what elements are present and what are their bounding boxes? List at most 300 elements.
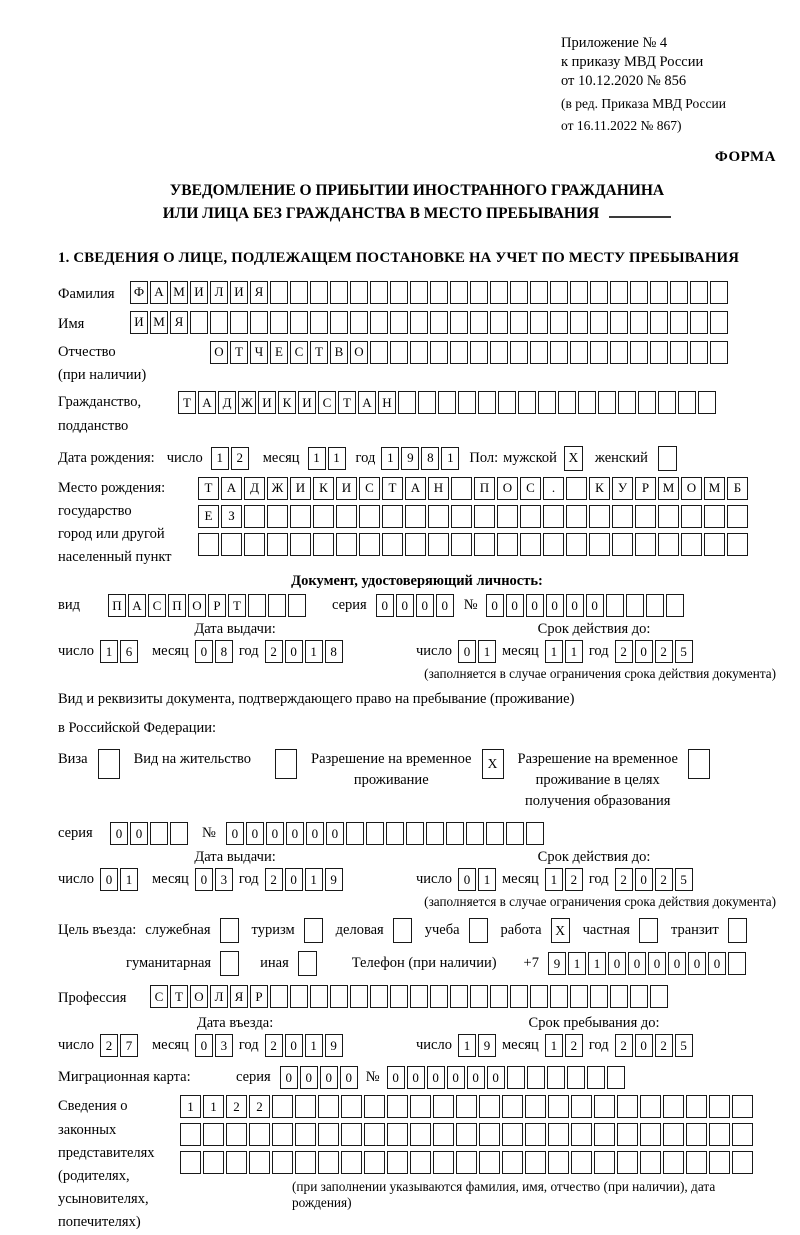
char-cell[interactable]	[594, 1123, 615, 1146]
entry-month-cells[interactable]	[195, 1034, 233, 1057]
char-cell[interactable]	[330, 311, 348, 334]
char-cell[interactable]	[658, 391, 676, 414]
char-cell[interactable]: Я	[230, 985, 248, 1008]
char-cell[interactable]	[594, 1095, 615, 1118]
char-cell[interactable]	[366, 822, 384, 845]
char-cell[interactable]: 0	[526, 594, 544, 617]
char-cell[interactable]: Е	[270, 341, 288, 364]
char-cell[interactable]: Т	[198, 477, 219, 500]
char-cell[interactable]	[295, 1123, 316, 1146]
char-cell[interactable]: 1	[100, 640, 118, 663]
char-cell[interactable]	[474, 505, 495, 528]
char-cell[interactable]	[382, 533, 403, 556]
char-cell[interactable]	[630, 311, 648, 334]
char-cell[interactable]	[670, 311, 688, 334]
char-cell[interactable]: 1	[381, 447, 399, 470]
char-cell[interactable]	[638, 391, 656, 414]
char-cell[interactable]	[727, 533, 748, 556]
char-cell[interactable]: 0	[300, 1066, 318, 1089]
migration-series-cells[interactable]	[280, 1066, 358, 1089]
char-cell[interactable]	[543, 533, 564, 556]
char-cell[interactable]: 0	[286, 822, 304, 845]
char-cell[interactable]	[410, 281, 428, 304]
char-cell[interactable]	[589, 533, 610, 556]
char-cell[interactable]	[646, 594, 664, 617]
char-cell[interactable]	[313, 533, 334, 556]
char-cell[interactable]	[704, 533, 725, 556]
char-cell[interactable]: В	[330, 341, 348, 364]
char-cell[interactable]: О	[190, 985, 208, 1008]
char-cell[interactable]: 2	[265, 1034, 283, 1057]
char-cell[interactable]	[272, 1123, 293, 1146]
char-cell[interactable]: 0	[635, 640, 653, 663]
char-cell[interactable]	[244, 533, 265, 556]
char-cell[interactable]: 0	[130, 822, 148, 845]
char-cell[interactable]	[451, 477, 472, 500]
representatives-cells-row1[interactable]	[180, 1095, 776, 1118]
char-cell[interactable]	[589, 505, 610, 528]
char-cell[interactable]	[310, 985, 328, 1008]
char-cell[interactable]	[530, 341, 548, 364]
char-cell[interactable]: Т	[382, 477, 403, 500]
char-cell[interactable]: 0	[195, 640, 213, 663]
char-cell[interactable]	[590, 985, 608, 1008]
char-cell[interactable]	[430, 985, 448, 1008]
char-cell[interactable]	[478, 391, 496, 414]
char-cell[interactable]	[387, 1151, 408, 1174]
char-cell[interactable]	[570, 281, 588, 304]
char-cell[interactable]	[430, 311, 448, 334]
char-cell[interactable]	[479, 1123, 500, 1146]
char-cell[interactable]: П	[474, 477, 495, 500]
char-cell[interactable]	[650, 281, 668, 304]
char-cell[interactable]	[364, 1151, 385, 1174]
char-cell[interactable]: 1	[203, 1095, 224, 1118]
char-cell[interactable]: 1	[305, 1034, 323, 1057]
char-cell[interactable]	[732, 1123, 753, 1146]
char-cell[interactable]: .	[543, 477, 564, 500]
char-cell[interactable]	[610, 281, 628, 304]
char-cell[interactable]	[709, 1123, 730, 1146]
char-cell[interactable]	[567, 1066, 585, 1089]
char-cell[interactable]	[426, 822, 444, 845]
char-cell[interactable]	[418, 391, 436, 414]
char-cell[interactable]	[548, 1151, 569, 1174]
char-cell[interactable]: Т	[310, 341, 328, 364]
char-cell[interactable]	[550, 311, 568, 334]
char-cell[interactable]: 1	[328, 447, 346, 470]
char-cell[interactable]	[295, 1095, 316, 1118]
char-cell[interactable]: П	[168, 594, 186, 617]
char-cell[interactable]	[370, 311, 388, 334]
char-cell[interactable]	[570, 311, 588, 334]
checkbox-commercial[interactable]	[393, 918, 412, 943]
char-cell[interactable]	[520, 505, 541, 528]
char-cell[interactable]: 1	[568, 952, 586, 975]
char-cell[interactable]	[490, 311, 508, 334]
char-cell[interactable]: 2	[655, 868, 673, 891]
char-cell[interactable]: 5	[675, 1034, 693, 1057]
char-cell[interactable]	[370, 341, 388, 364]
char-cell[interactable]	[640, 1095, 661, 1118]
char-cell[interactable]	[587, 1066, 605, 1089]
doc-kind-cells[interactable]	[108, 594, 306, 617]
valid-day-cells[interactable]	[458, 868, 496, 891]
char-cell[interactable]: Т	[230, 341, 248, 364]
char-cell[interactable]: 0	[668, 952, 686, 975]
char-cell[interactable]	[510, 311, 528, 334]
checkbox-private[interactable]	[639, 918, 658, 943]
temp-residence-checkbox[interactable]: X	[482, 749, 504, 779]
char-cell[interactable]	[470, 311, 488, 334]
valid-month-cells[interactable]	[545, 868, 583, 891]
checkbox-work[interactable]: X	[551, 918, 570, 943]
residence-permit-checkbox[interactable]	[275, 749, 297, 779]
char-cell[interactable]: И	[190, 281, 208, 304]
char-cell[interactable]: 0	[246, 822, 264, 845]
char-cell[interactable]: С	[520, 477, 541, 500]
char-cell[interactable]	[318, 1123, 339, 1146]
char-cell[interactable]: 0	[407, 1066, 425, 1089]
char-cell[interactable]: 2	[655, 640, 673, 663]
char-cell[interactable]: Т	[228, 594, 246, 617]
char-cell[interactable]	[248, 594, 266, 617]
char-cell[interactable]: И	[130, 311, 148, 334]
char-cell[interactable]: И	[230, 281, 248, 304]
checkbox-transit[interactable]	[728, 918, 747, 943]
char-cell[interactable]: 7	[120, 1034, 138, 1057]
stay-day-cells[interactable]	[458, 1034, 496, 1057]
char-cell[interactable]: 1	[545, 868, 563, 891]
char-cell[interactable]: П	[108, 594, 126, 617]
char-cell[interactable]	[410, 341, 428, 364]
birthplace-cells-row1[interactable]	[198, 477, 748, 500]
char-cell[interactable]: С	[148, 594, 166, 617]
char-cell[interactable]	[630, 281, 648, 304]
char-cell[interactable]	[370, 985, 388, 1008]
char-cell[interactable]	[490, 985, 508, 1008]
char-cell[interactable]: А	[358, 391, 376, 414]
char-cell[interactable]	[390, 985, 408, 1008]
char-cell[interactable]: 0	[586, 594, 604, 617]
char-cell[interactable]	[180, 1151, 201, 1174]
char-cell[interactable]	[727, 505, 748, 528]
char-cell[interactable]: И	[290, 477, 311, 500]
char-cell[interactable]: Ж	[267, 477, 288, 500]
doc-number-cells[interactable]	[486, 594, 684, 617]
char-cell[interactable]	[658, 533, 679, 556]
char-cell[interactable]	[635, 533, 656, 556]
char-cell[interactable]: 0	[648, 952, 666, 975]
char-cell[interactable]: 9	[325, 868, 343, 891]
char-cell[interactable]: 1	[305, 640, 323, 663]
char-cell[interactable]	[612, 505, 633, 528]
char-cell[interactable]: 0	[628, 952, 646, 975]
char-cell[interactable]	[270, 281, 288, 304]
name-cells[interactable]	[130, 311, 728, 334]
char-cell[interactable]	[502, 1095, 523, 1118]
char-cell[interactable]: С	[318, 391, 336, 414]
char-cell[interactable]	[610, 341, 628, 364]
char-cell[interactable]: А	[221, 477, 242, 500]
char-cell[interactable]	[350, 281, 368, 304]
char-cell[interactable]	[458, 391, 476, 414]
char-cell[interactable]	[330, 985, 348, 1008]
char-cell[interactable]	[506, 822, 524, 845]
char-cell[interactable]: 9	[478, 1034, 496, 1057]
char-cell[interactable]: Н	[428, 477, 449, 500]
char-cell[interactable]	[709, 1151, 730, 1174]
char-cell[interactable]	[732, 1151, 753, 1174]
char-cell[interactable]: 1	[478, 868, 496, 891]
char-cell[interactable]: Т	[170, 985, 188, 1008]
char-cell[interactable]	[290, 533, 311, 556]
char-cell[interactable]	[410, 985, 428, 1008]
char-cell[interactable]	[450, 985, 468, 1008]
char-cell[interactable]: А	[128, 594, 146, 617]
char-cell[interactable]	[190, 311, 208, 334]
char-cell[interactable]: 0	[458, 868, 476, 891]
char-cell[interactable]	[635, 505, 656, 528]
char-cell[interactable]: 0	[487, 1066, 505, 1089]
char-cell[interactable]: Е	[198, 505, 219, 528]
char-cell[interactable]: 1	[545, 1034, 563, 1057]
char-cell[interactable]	[566, 477, 587, 500]
stay-year-cells[interactable]	[615, 1034, 693, 1057]
char-cell[interactable]: Т	[338, 391, 356, 414]
char-cell[interactable]	[640, 1123, 661, 1146]
char-cell[interactable]: О	[210, 341, 228, 364]
entry-year-cells[interactable]	[265, 1034, 343, 1057]
char-cell[interactable]	[386, 822, 404, 845]
issue-month-cells[interactable]	[195, 868, 233, 891]
char-cell[interactable]	[590, 311, 608, 334]
char-cell[interactable]	[497, 505, 518, 528]
char-cell[interactable]	[686, 1095, 707, 1118]
char-cell[interactable]: А	[405, 477, 426, 500]
char-cell[interactable]: 0	[110, 822, 128, 845]
char-cell[interactable]	[410, 311, 428, 334]
char-cell[interactable]: Л	[210, 281, 228, 304]
char-cell[interactable]	[550, 341, 568, 364]
char-cell[interactable]	[364, 1123, 385, 1146]
char-cell[interactable]: 1	[308, 447, 326, 470]
char-cell[interactable]: З	[221, 505, 242, 528]
char-cell[interactable]	[678, 391, 696, 414]
char-cell[interactable]	[272, 1151, 293, 1174]
char-cell[interactable]	[490, 281, 508, 304]
char-cell[interactable]: 0	[226, 822, 244, 845]
char-cell[interactable]	[698, 391, 716, 414]
char-cell[interactable]	[498, 391, 516, 414]
char-cell[interactable]: 2	[249, 1095, 270, 1118]
char-cell[interactable]	[249, 1123, 270, 1146]
char-cell[interactable]	[658, 505, 679, 528]
char-cell[interactable]	[547, 1066, 565, 1089]
char-cell[interactable]	[203, 1123, 224, 1146]
char-cell[interactable]	[270, 311, 288, 334]
char-cell[interactable]: 2	[265, 640, 283, 663]
migration-number-cells[interactable]	[387, 1066, 625, 1089]
char-cell[interactable]	[433, 1123, 454, 1146]
char-cell[interactable]: 9	[548, 952, 566, 975]
citizenship-cells[interactable]	[178, 391, 716, 414]
char-cell[interactable]	[290, 985, 308, 1008]
char-cell[interactable]: 1	[478, 640, 496, 663]
char-cell[interactable]: 1	[211, 447, 229, 470]
char-cell[interactable]	[370, 281, 388, 304]
char-cell[interactable]: Т	[178, 391, 196, 414]
phone-cells[interactable]	[548, 952, 746, 975]
surname-cells[interactable]	[130, 281, 728, 304]
char-cell[interactable]: 2	[100, 1034, 118, 1057]
char-cell[interactable]	[313, 505, 334, 528]
char-cell[interactable]: 0	[467, 1066, 485, 1089]
char-cell[interactable]: 3	[215, 868, 233, 891]
char-cell[interactable]	[479, 1151, 500, 1174]
char-cell[interactable]: 9	[401, 447, 419, 470]
char-cell[interactable]: 2	[265, 868, 283, 891]
gender-female-checkbox[interactable]	[658, 446, 677, 471]
char-cell[interactable]: 2	[565, 868, 583, 891]
char-cell[interactable]: 0	[100, 868, 118, 891]
char-cell[interactable]	[359, 533, 380, 556]
char-cell[interactable]	[341, 1123, 362, 1146]
char-cell[interactable]: 0	[320, 1066, 338, 1089]
valid-day-cells[interactable]	[458, 640, 496, 663]
char-cell[interactable]	[690, 341, 708, 364]
char-cell[interactable]: О	[188, 594, 206, 617]
char-cell[interactable]	[558, 391, 576, 414]
char-cell[interactable]	[268, 594, 286, 617]
char-cell[interactable]	[290, 311, 308, 334]
char-cell[interactable]	[250, 311, 268, 334]
char-cell[interactable]	[630, 985, 648, 1008]
char-cell[interactable]	[330, 281, 348, 304]
char-cell[interactable]: 0	[376, 594, 394, 617]
char-cell[interactable]	[267, 533, 288, 556]
char-cell[interactable]	[626, 594, 644, 617]
char-cell[interactable]	[198, 533, 219, 556]
char-cell[interactable]: 0	[416, 594, 434, 617]
char-cell[interactable]	[433, 1095, 454, 1118]
char-cell[interactable]: 5	[675, 868, 693, 891]
residence-number-cells[interactable]	[226, 822, 544, 845]
char-cell[interactable]	[663, 1095, 684, 1118]
birth-year-cells[interactable]	[381, 447, 459, 470]
char-cell[interactable]	[606, 594, 624, 617]
char-cell[interactable]	[594, 1151, 615, 1174]
char-cell[interactable]: К	[278, 391, 296, 414]
char-cell[interactable]	[318, 1151, 339, 1174]
char-cell[interactable]: У	[612, 477, 633, 500]
char-cell[interactable]	[451, 505, 472, 528]
profession-cells[interactable]	[150, 985, 668, 1008]
char-cell[interactable]: М	[658, 477, 679, 500]
char-cell[interactable]: 0	[195, 1034, 213, 1057]
char-cell[interactable]	[406, 822, 424, 845]
char-cell[interactable]	[456, 1095, 477, 1118]
char-cell[interactable]: 0	[635, 1034, 653, 1057]
char-cell[interactable]	[398, 391, 416, 414]
char-cell[interactable]	[543, 505, 564, 528]
char-cell[interactable]	[290, 505, 311, 528]
valid-year-cells[interactable]	[615, 868, 693, 891]
char-cell[interactable]: О	[350, 341, 368, 364]
char-cell[interactable]	[450, 281, 468, 304]
issue-day-cells[interactable]	[100, 640, 138, 663]
char-cell[interactable]	[610, 985, 628, 1008]
char-cell[interactable]	[490, 341, 508, 364]
char-cell[interactable]: 1	[120, 868, 138, 891]
char-cell[interactable]	[571, 1095, 592, 1118]
char-cell[interactable]	[690, 281, 708, 304]
char-cell[interactable]	[550, 985, 568, 1008]
temp-residence-edu-checkbox[interactable]	[688, 749, 710, 779]
char-cell[interactable]	[456, 1151, 477, 1174]
issue-month-cells[interactable]	[195, 640, 233, 663]
issue-day-cells[interactable]	[100, 868, 138, 891]
char-cell[interactable]	[470, 341, 488, 364]
char-cell[interactable]	[650, 985, 668, 1008]
char-cell[interactable]	[350, 311, 368, 334]
char-cell[interactable]	[670, 281, 688, 304]
char-cell[interactable]: Д	[218, 391, 236, 414]
char-cell[interactable]: 0	[396, 594, 414, 617]
char-cell[interactable]	[470, 985, 488, 1008]
char-cell[interactable]: 0	[340, 1066, 358, 1089]
char-cell[interactable]	[617, 1095, 638, 1118]
char-cell[interactable]	[290, 281, 308, 304]
char-cell[interactable]	[336, 505, 357, 528]
char-cell[interactable]: 0	[486, 594, 504, 617]
char-cell[interactable]: Р	[208, 594, 226, 617]
char-cell[interactable]	[670, 341, 688, 364]
char-cell[interactable]	[288, 594, 306, 617]
char-cell[interactable]	[502, 1151, 523, 1174]
char-cell[interactable]: Ч	[250, 341, 268, 364]
birth-day-cells[interactable]	[211, 447, 249, 470]
char-cell[interactable]: 0	[566, 594, 584, 617]
char-cell[interactable]	[607, 1066, 625, 1089]
char-cell[interactable]	[479, 1095, 500, 1118]
char-cell[interactable]: Р	[250, 985, 268, 1008]
char-cell[interactable]	[570, 341, 588, 364]
char-cell[interactable]: Я	[170, 311, 188, 334]
representatives-cells-row3[interactable]	[180, 1151, 776, 1174]
char-cell[interactable]: С	[290, 341, 308, 364]
char-cell[interactable]	[617, 1151, 638, 1174]
char-cell[interactable]	[578, 391, 596, 414]
char-cell[interactable]	[221, 533, 242, 556]
char-cell[interactable]	[710, 311, 728, 334]
issue-year-cells[interactable]	[265, 640, 343, 663]
char-cell[interactable]	[387, 1095, 408, 1118]
char-cell[interactable]: 1	[180, 1095, 201, 1118]
char-cell[interactable]	[336, 533, 357, 556]
char-cell[interactable]: 3	[215, 1034, 233, 1057]
patronymic-cells[interactable]	[210, 341, 728, 364]
char-cell[interactable]	[272, 1095, 293, 1118]
char-cell[interactable]: М	[170, 281, 188, 304]
valid-year-cells[interactable]	[615, 640, 693, 663]
char-cell[interactable]: 0	[280, 1066, 298, 1089]
char-cell[interactable]	[530, 311, 548, 334]
char-cell[interactable]	[226, 1123, 247, 1146]
char-cell[interactable]	[571, 1123, 592, 1146]
char-cell[interactable]	[456, 1123, 477, 1146]
char-cell[interactable]: С	[359, 477, 380, 500]
